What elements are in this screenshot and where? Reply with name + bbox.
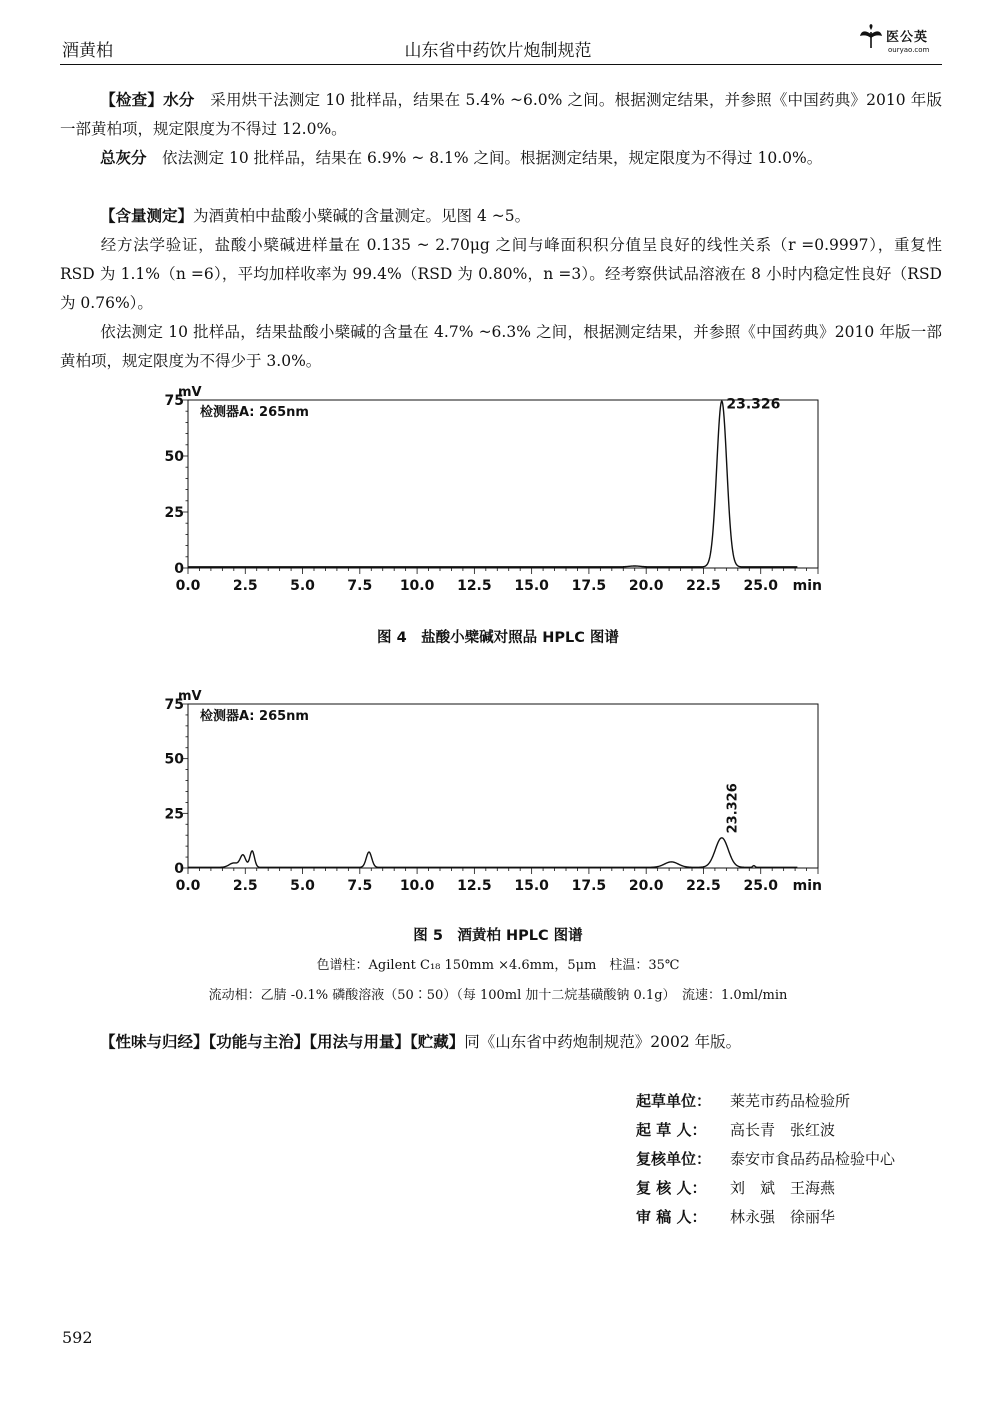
ash-heading: 总灰分 bbox=[100, 149, 147, 167]
assay-paragraph bbox=[60, 202, 942, 231]
page-number: 592 bbox=[62, 1328, 93, 1347]
logo-url: ouryao.com bbox=[888, 46, 930, 54]
x-tick-label: 25.0 bbox=[743, 578, 779, 594]
validation-text: 经方法学验证，盐酸小檗碱进样量在 0.135 ~ 2.70μg 之间与峰面积积分值呈良好的线性关系（r =0.9997），重复性 RSD 为 1.1%（n =6），平均加样收率为 99.4%（RSD 为 0.80%，n =3）。经考察供试品溶液在 8 小时内稳定性良好（RSD 为 0.76%）。 bbox=[60, 236, 942, 312]
y-axis-label: mV bbox=[178, 689, 202, 704]
y-tick-label: 0 bbox=[174, 561, 184, 577]
figure-5-caption: 图 5 酒黄柏 HPLC 图谱 bbox=[413, 928, 583, 944]
x-axis-label: min bbox=[792, 878, 822, 894]
x-tick-label: 7.5 bbox=[347, 878, 373, 894]
column-conditions-note: 色谱柱：Agilent C₁₈ 150mm ×4.6mm，5μm 柱温：35℃ bbox=[316, 958, 680, 973]
detector-label: 检测器A: 265nm bbox=[200, 709, 309, 724]
x-tick-label: 20.0 bbox=[628, 878, 664, 894]
y-axis-label: mV bbox=[178, 385, 202, 400]
logo-name: 医公英 bbox=[886, 30, 929, 45]
figure-4-caption: 图 4 盐酸小檗碱对照品 HPLC 图谱 bbox=[377, 630, 619, 646]
peak-label: 23.326 bbox=[725, 783, 741, 834]
herb-logo-icon bbox=[858, 24, 884, 50]
x-tick-label: 17.5 bbox=[571, 578, 607, 594]
same-as-headings: 【性味与归经】【功能与主治】【用法与用量】【贮藏】 bbox=[100, 1033, 465, 1051]
x-axis-label: min bbox=[792, 578, 822, 594]
x-tick-label: 2.5 bbox=[232, 878, 258, 894]
x-tick-label: 15.0 bbox=[514, 878, 549, 894]
moisture-heading: 水分 bbox=[163, 91, 195, 109]
y-tick-label: 50 bbox=[164, 449, 184, 465]
site-logo bbox=[858, 22, 948, 62]
x-tick-label: 5.0 bbox=[290, 578, 315, 594]
x-tick-label: 25.0 bbox=[743, 878, 779, 894]
mobile-phase-note: 流动相：乙腈 -0.1% 磷酸溶液（50∶50）（每 100ml 加十二烷基磺酸钠 0.1g） 流速：1.0ml/min bbox=[208, 988, 788, 1003]
plot-frame bbox=[188, 704, 818, 868]
x-tick-label: 22.5 bbox=[686, 578, 721, 594]
x-tick-label: 0.0 bbox=[175, 878, 201, 894]
same-as-text: 同《山东省中药炮制规范》2002 年版。 bbox=[464, 1033, 742, 1051]
running-head-title: 山东省中药饮片炮制规范 bbox=[404, 41, 592, 61]
running-head-left: 酒黄柏 bbox=[62, 41, 113, 61]
ash-paragraph bbox=[60, 144, 942, 173]
x-tick-label: 15.0 bbox=[514, 578, 549, 594]
signal-trace bbox=[188, 838, 797, 868]
x-tick-label: 0.0 bbox=[175, 578, 201, 594]
result-paragraph bbox=[60, 318, 942, 376]
assay-heading: 【含量测定】 bbox=[100, 207, 194, 225]
x-tick-label: 22.5 bbox=[686, 878, 721, 894]
signal-trace bbox=[188, 401, 797, 567]
assay-text: 为酒黄柏中盐酸小檗碱的含量测定。见图 4 ~5。 bbox=[193, 207, 531, 225]
x-tick-label: 10.0 bbox=[399, 878, 435, 894]
y-tick-label: 0 bbox=[174, 861, 184, 877]
x-tick-label: 12.5 bbox=[457, 878, 492, 894]
y-tick-label: 25 bbox=[164, 505, 184, 521]
y-tick-label: 75 bbox=[164, 393, 184, 409]
y-tick-label: 75 bbox=[164, 697, 184, 713]
moisture-paragraph bbox=[60, 86, 942, 144]
plot-frame bbox=[188, 400, 818, 568]
peak-label: 23.326 bbox=[726, 396, 781, 413]
x-tick-label: 2.5 bbox=[232, 578, 258, 594]
x-tick-label: 7.5 bbox=[347, 578, 373, 594]
x-tick-label: 12.5 bbox=[457, 578, 492, 594]
x-tick-label: 10.0 bbox=[399, 578, 435, 594]
signature-row: 起 草 人： 高长青 张红波 bbox=[636, 1121, 836, 1139]
result-text: 依法测定 10 批样品，结果盐酸小檗碱的含量在 4.7% ~6.3% 之间，根据测定结果，并参照《中国药典》2010 年版一部黄柏项，规定限度为不得少于 3.0%。 bbox=[60, 323, 942, 370]
ash-text: 依法测定 10 批样品，结果在 6.9% ~ 8.1% 之间。根据测定结果，规定限度为不得过 10.0%。 bbox=[162, 149, 823, 167]
signature-row: 复 核 人： 刘 斌 王海燕 bbox=[636, 1179, 836, 1197]
chromatogram-reference bbox=[160, 374, 840, 606]
x-tick-label: 17.5 bbox=[571, 878, 607, 894]
chromatogram-sample bbox=[160, 678, 840, 906]
detector-label: 检测器A: 265nm bbox=[200, 405, 309, 420]
moisture-text: 采用烘干法测定 10 批样品，结果在 5.4% ~6.0% 之间。根据测定结果，并参照《中国药典》2010 年版一部黄柏项，规定限度为不得过 12.0%。 bbox=[60, 91, 942, 138]
y-tick-label: 50 bbox=[164, 751, 184, 768]
signature-row: 起草单位： 莱芜市药品检验所 bbox=[636, 1092, 851, 1110]
signature-row: 审 稿 人： 林永强 徐丽华 bbox=[636, 1208, 836, 1226]
header-rule bbox=[60, 64, 942, 65]
y-tick-label: 25 bbox=[164, 806, 184, 823]
x-tick-label: 5.0 bbox=[290, 878, 315, 894]
x-tick-label: 20.0 bbox=[628, 578, 664, 594]
same-as-paragraph bbox=[60, 1028, 942, 1057]
validation-paragraph bbox=[60, 231, 942, 318]
signature-row: 复核单位： 泰安市食品药品检验中心 bbox=[636, 1150, 896, 1168]
check-heading: 【检查】 bbox=[100, 91, 164, 109]
